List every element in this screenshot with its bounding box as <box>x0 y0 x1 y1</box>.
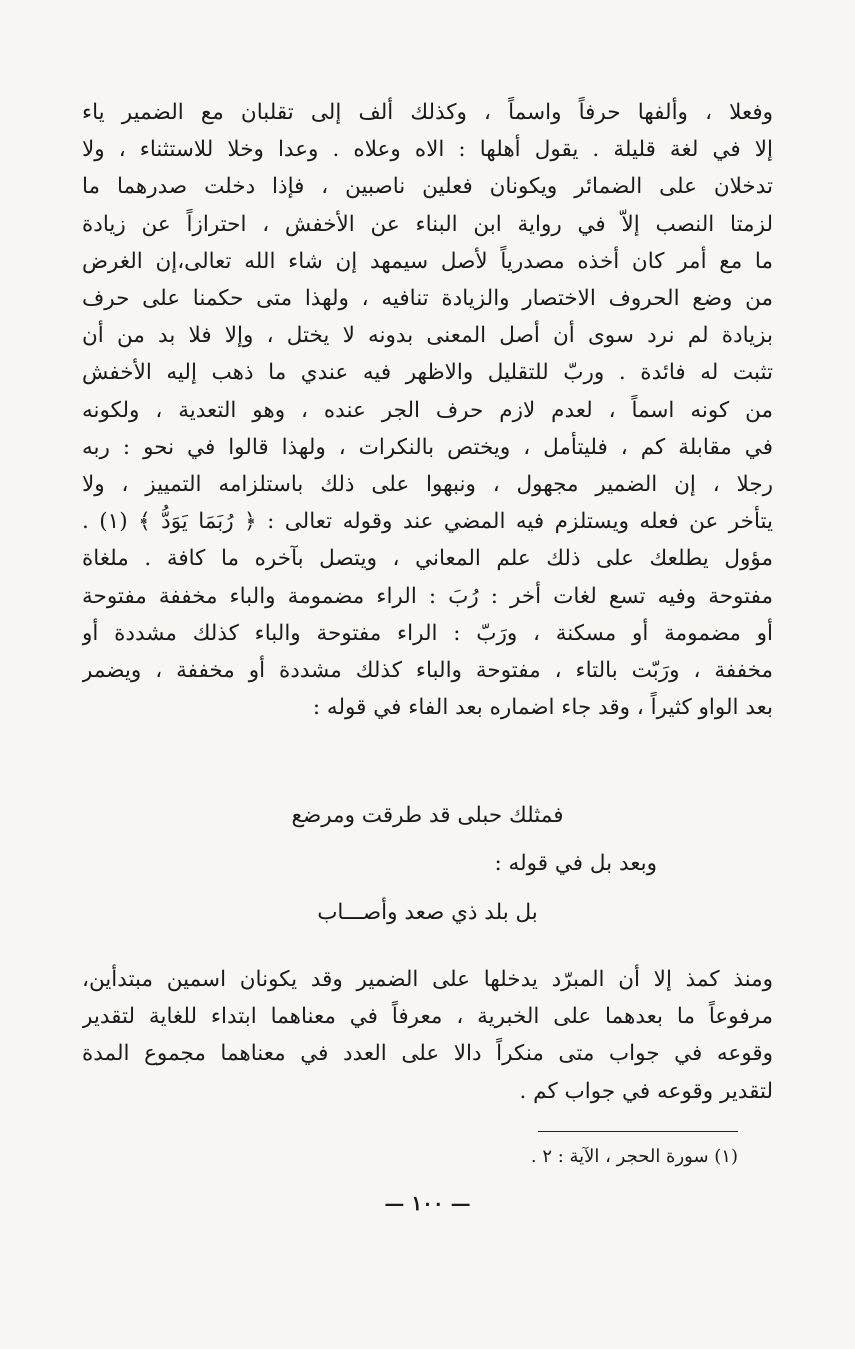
footnote-divider <box>538 1131 738 1132</box>
text-line: لزمتا النصب إلاّ في رواية ابن البناء عن الأخفش ، احترازاً عن زيادة <box>82 211 773 237</box>
text-line: ومنذ كمذ إلا أن المبرّد يدخلها على الضمير وقد يكونان اسمين مبتدأين، <box>82 967 773 992</box>
text-line: أو مضمومة أو مسكنة ، ورَبّ : الراء مفتوحة والباء كذلك مشددة أو <box>82 620 773 646</box>
text-line: من كونه اسماً ، لعدم لازم حرف الجر عنده ، وهو التعدية ، ولكونه <box>82 397 773 423</box>
footnote: (١) سورة الحجر ، الآية : ٢ . <box>530 1146 738 1167</box>
text-line: مرفوعاً ما بعدهما على الخبرية ، معرفاً في معناهما ابتداء للغاية لتقدير <box>82 1004 773 1030</box>
text-line: مخففة ، ورَبّت بالتاء ، مفتوحة والباء كذلك مشددة أو مخففة ، ويضمر <box>82 658 773 684</box>
text-line: لتقدير وقوعه في جواب كم . <box>519 1078 773 1104</box>
text-line: مؤول يطلعك على ذلك علم المعاني ، ويتصل بآخره ما كافة . ملغاة <box>82 546 773 572</box>
page-number: — ١٠٠ — <box>384 1191 471 1215</box>
text-line: يتأخر عن فعله ويستلزم فيه المضي عند وقوله تعالى : ﴿ رُبَمَا يَوَدُّ ﴾ (١) . <box>82 509 773 535</box>
text-line: وقوعه في جواب متى منكراً دالا على العدد في معناهما مجموع المدة <box>82 1041 773 1067</box>
poetry-verse: فمثلك حبلى قد طرقت ومرضع <box>291 803 564 828</box>
text-line: بزيادة لم نرد سوى أن أصل المعنى بدونه لا يختل ، وإلا فلا بد من أن <box>82 323 773 349</box>
text-line: ما مع أمر كان أخذه مصدرياً لأصل سيمهد إن شاء الله تعالى،إن الغرض <box>82 248 773 274</box>
text-line: في مقابلة كم ، فليتأمل ، ويختص بالنكرات ، ولهذا قالوا في نحو : ربه <box>82 434 773 460</box>
verse-intro: وبعد بل في قوله : <box>494 851 657 876</box>
second-paragraph <box>82 961 773 1110</box>
text-line: تثبت له فائدة . وربّ للتقليل والاظهر فيه عندي ما ذهب إليه الأخفش <box>82 360 773 386</box>
text-line: تدخلان على الضمائر ويكونان فعلين ناصبين ، فإذا دخلت صدرهما ما <box>82 174 773 200</box>
text-line: من وضع الحروف الاختصار والزيادة تنافيه ، ولهذا متى حكمنا على حرف <box>82 286 773 312</box>
text-line: إلا في لغة قليلة . يقول أهلها : الاه وعلاه . وعدا وخلا للاستثناء ، ولا <box>82 137 773 163</box>
text-line: وفعلا ، وألفها حرفاً واسماً ، وكذلك ألف إلى تقلبان مع الضمير ياء <box>82 100 773 125</box>
text-line: رجلا ، إن الضمير مجهول ، ونبهوا على ذلك باستلزامه التمييز ، ولا <box>82 472 773 498</box>
text-line: مفتوحة وفيه تسع لغات أخر : رُبَ : الراء مضمومة والباء مخففة مفتوحة <box>82 583 773 609</box>
text-line: بعد الواو كثيراً ، وقد جاء اضماره بعد الفاء في قوله : <box>312 695 773 721</box>
poetry-verse: بل بلد ذي صعد وأصـــاب <box>317 900 538 925</box>
main-paragraph <box>82 94 773 726</box>
